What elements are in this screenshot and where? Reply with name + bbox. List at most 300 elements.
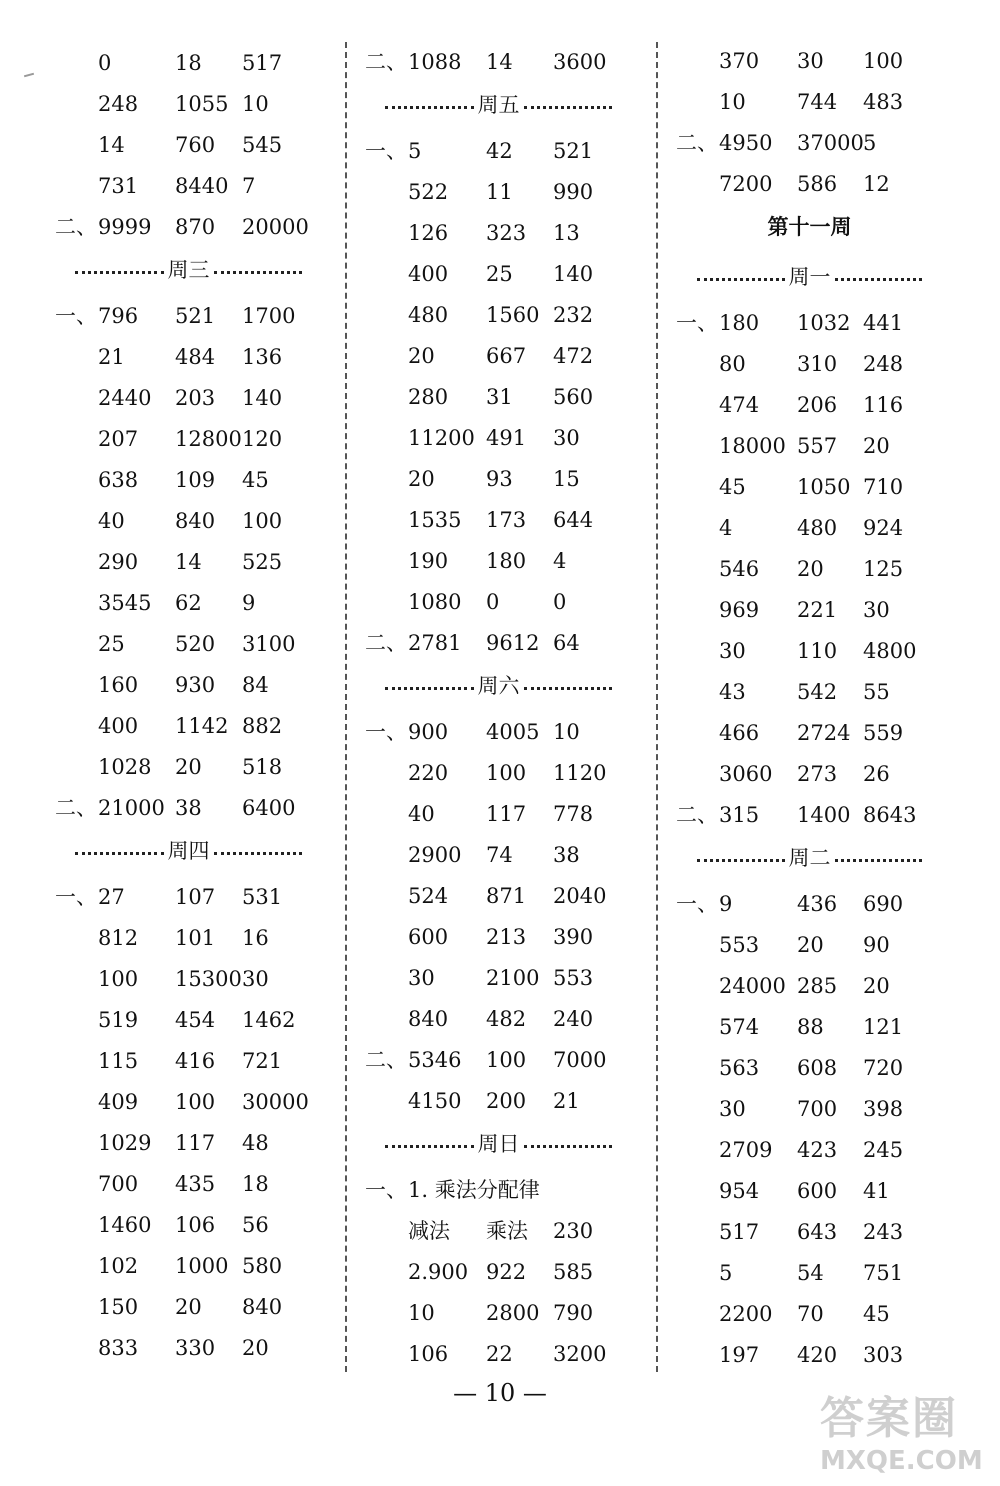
answer-value: 1029 (98, 1131, 152, 1155)
answer-value: 2800 (486, 1301, 540, 1325)
answer-value: 93 (486, 467, 513, 491)
answer-row (0, 128, 1000, 158)
answer-value: 435 (175, 1172, 216, 1196)
column-divider-2 (656, 42, 658, 1372)
answer-value: 0 (98, 51, 112, 75)
answer-value: 545 (242, 133, 283, 157)
answer-value: 303 (863, 1343, 904, 1367)
answer-value: 18 (242, 1172, 269, 1196)
answer-value: 140 (242, 386, 283, 410)
answer-value: 121 (863, 1015, 904, 1039)
answer-value: 721 (242, 1049, 283, 1073)
dotted-rule (835, 278, 923, 281)
answer-row (0, 1053, 1000, 1083)
answer-value: 990 (553, 180, 594, 204)
day-label: 周五 (477, 93, 520, 117)
answer-value: 200 (486, 1089, 527, 1113)
answer-value: 126 (408, 221, 449, 245)
answer-value: 871 (486, 884, 527, 908)
watermark-logo (820, 1394, 983, 1476)
answer-value: 370 (719, 49, 760, 73)
answer-value: 1120 (553, 761, 607, 785)
answer-value: 870 (175, 215, 216, 239)
answer-row (0, 46, 1000, 76)
answer-row (0, 1217, 1000, 1247)
answer-value: 45 (863, 1302, 890, 1326)
answer-row (0, 1094, 1000, 1124)
question-number: 二、 (676, 803, 718, 827)
answer-value: 638 (98, 468, 139, 492)
answer-value: 220 (408, 761, 449, 785)
answer-value: 608 (797, 1056, 838, 1080)
answer-value: 1000 (175, 1254, 229, 1278)
answer-value: 107 (175, 885, 216, 909)
answer-value: 400 (408, 262, 449, 286)
answer-row (0, 1012, 1000, 1042)
answer-value: 710 (863, 475, 904, 499)
answer-value: 400 (98, 714, 139, 738)
answer-value: 20 (408, 467, 435, 491)
answer-value: 273 (797, 762, 838, 786)
day-label: 周六 (477, 674, 520, 698)
answer-value: 644 (553, 508, 594, 532)
answer-value: 586 (797, 172, 838, 196)
question-number: 一、 (55, 885, 97, 909)
answer-value: 3545 (98, 591, 152, 615)
answer-value: 20 (175, 755, 202, 779)
answer-value: 207 (98, 427, 139, 451)
answer-value: 1460 (98, 1213, 152, 1237)
answer-value: 55 (863, 680, 890, 704)
answer-value: 125 (863, 557, 904, 581)
dotted-rule (697, 278, 785, 281)
answer-value: 2724 (797, 721, 851, 745)
answer-value: 15300 (175, 967, 242, 991)
answer-value: 9 (242, 591, 256, 615)
answer-value: 100 (175, 1090, 216, 1114)
question-number: 一、 (365, 720, 407, 744)
answer-value: 521 (175, 304, 216, 328)
answer-value: 731 (98, 174, 139, 198)
answer-value: 700 (797, 1097, 838, 1121)
answer-value: 420 (797, 1343, 838, 1367)
week-heading: 第十一周 (767, 214, 852, 239)
answer-value: 14 (486, 50, 513, 74)
answer-value: 521 (553, 139, 594, 163)
answer-value: 643 (797, 1220, 838, 1244)
answer-row (0, 308, 1000, 338)
answer-value: 116 (863, 393, 904, 417)
answer-value: 553 (553, 966, 594, 990)
answer-value: 173 (486, 508, 527, 532)
answer-value: 180 (719, 311, 760, 335)
answer-value: 100 (242, 509, 283, 533)
answer-value: 2040 (553, 884, 607, 908)
answer-value: 600 (408, 925, 449, 949)
answer-value: 1462 (242, 1008, 296, 1032)
answer-value: 12800 (175, 427, 242, 451)
answer-value: 30 (408, 966, 435, 990)
answer-value: 398 (863, 1097, 904, 1121)
answer-value: 517 (242, 51, 283, 75)
answer-row (0, 800, 1000, 830)
answer-value: 519 (98, 1008, 139, 1032)
answer-value: 40 (98, 509, 125, 533)
answer-value: 14 (175, 550, 202, 574)
answer-value: 18 (175, 51, 202, 75)
answer-value: 42 (486, 139, 513, 163)
answer-value: 480 (408, 303, 449, 327)
answer-value: 580 (242, 1254, 283, 1278)
answer-value: 2781 (408, 631, 462, 655)
answer-value: 690 (863, 892, 904, 916)
answer-value: 30 (242, 967, 269, 991)
answer-value: 160 (98, 673, 139, 697)
day-label: 周二 (788, 846, 831, 870)
answer-value: 840 (242, 1295, 283, 1319)
answer-value: 11200 (408, 426, 475, 450)
answer-value: 1032 (797, 311, 851, 335)
answer-value: 744 (797, 90, 838, 114)
answer-value: 531 (242, 885, 283, 909)
answer-value: 21000 (98, 796, 165, 820)
answer-value: 26 (863, 762, 890, 786)
answer-value: 954 (719, 1179, 760, 1203)
answer-value: 20 (797, 933, 824, 957)
answer-value: 1080 (408, 590, 462, 614)
answer-value: 416 (175, 1049, 216, 1073)
answer-row (0, 718, 1000, 748)
answer-row (0, 1176, 1000, 1206)
answer-value: 1. 乘法分配律 (408, 1178, 540, 1202)
answer-row (0, 1135, 1000, 1165)
answer-value: 30000 (242, 1090, 309, 1114)
answer-value: 9 (719, 892, 733, 916)
answer-value: 5 (719, 1261, 733, 1285)
day-label: 周三 (167, 258, 210, 282)
answer-value: 10 (242, 92, 269, 116)
answer-value: 30 (719, 1097, 746, 1121)
answer-value: 491 (486, 426, 527, 450)
answer-value: 20000 (242, 215, 309, 239)
answer-row (0, 636, 1000, 666)
answer-value: 3060 (719, 762, 773, 786)
page-number: — 10 — (453, 1379, 547, 1407)
answer-value: 2900 (408, 843, 462, 867)
answer-value: 1050 (797, 475, 851, 499)
answer-value: 557 (797, 434, 838, 458)
answer-value: 180 (486, 549, 527, 573)
answer-value: 5 (408, 139, 422, 163)
answer-value: 4800 (863, 639, 917, 663)
answer-value: 22 (486, 1342, 513, 1366)
answer-row (0, 1258, 1000, 1288)
answer-value: 315 (719, 803, 760, 827)
answer-value: 43 (719, 680, 746, 704)
answer-value: 930 (175, 673, 216, 697)
answer-value: 882 (242, 714, 283, 738)
answer-value: 7000 (553, 1048, 607, 1072)
answer-value: 751 (863, 1261, 904, 1285)
answer-value: 778 (553, 802, 594, 826)
answer-value: 1088 (408, 50, 462, 74)
question-number: 一、 (365, 139, 407, 163)
answer-value: 833 (98, 1336, 139, 1360)
answer-value: 574 (719, 1015, 760, 1039)
answer-value: 812 (98, 926, 139, 950)
dotted-rule (835, 859, 923, 862)
day-label: 周四 (167, 839, 210, 863)
answer-value: 546 (719, 557, 760, 581)
answer-row (0, 349, 1000, 379)
question-number: 一、 (676, 311, 718, 335)
answer-value: 117 (486, 802, 527, 826)
day-label: 周日 (477, 1132, 520, 1156)
answer-value: 10 (408, 1301, 435, 1325)
answer-value: 969 (719, 598, 760, 622)
answer-value: 924 (863, 516, 904, 540)
answer-value: 120 (242, 427, 283, 451)
answer-value: 922 (486, 1260, 527, 1284)
answer-row (0, 554, 1000, 584)
answer-value: 1560 (486, 303, 540, 327)
answer-value: 减法 (408, 1219, 450, 1243)
answer-value: 20 (863, 434, 890, 458)
answer-value: 70 (797, 1302, 824, 1326)
answer-value: 0 (553, 590, 567, 614)
answer-value: 310 (797, 352, 838, 376)
answer-value: 7 (242, 174, 256, 198)
answer-value: 9999 (98, 215, 152, 239)
answer-value: 2709 (719, 1138, 773, 1162)
answer-value: 542 (797, 680, 838, 704)
answer-value: 245 (863, 1138, 904, 1162)
answer-value: 3600 (553, 50, 607, 74)
answer-value: 600 (797, 1179, 838, 1203)
answer-value: 140 (553, 262, 594, 286)
answer-value: 900 (408, 720, 449, 744)
answer-value: 474 (719, 393, 760, 417)
answer-value: 16 (242, 926, 269, 950)
answer-value: 1142 (175, 714, 229, 738)
answer-value: 100 (98, 967, 139, 991)
answer-value: 14 (98, 133, 125, 157)
answer-value: 5 (863, 131, 877, 155)
answer-value: 1700 (242, 304, 296, 328)
answer-value: 18000 (719, 434, 786, 458)
answer-value: 27 (98, 885, 125, 909)
answer-value: 197 (719, 1343, 760, 1367)
answer-value: 221 (797, 598, 838, 622)
answer-value: 38 (175, 796, 202, 820)
answer-value: 190 (408, 549, 449, 573)
answer-value: 2440 (98, 386, 152, 410)
answer-value: 483 (863, 90, 904, 114)
answer-row (0, 390, 1000, 420)
answer-row (0, 1340, 1000, 1370)
answer-value: 64 (553, 631, 580, 655)
answer-value: 4005 (486, 720, 540, 744)
day-section-header (697, 262, 922, 292)
answer-value: 796 (98, 304, 139, 328)
answer-value: 20 (408, 344, 435, 368)
answer-row (0, 431, 1000, 461)
answer-value: 90 (863, 933, 890, 957)
answer-value: 585 (553, 1260, 594, 1284)
answer-value: 520 (175, 632, 216, 656)
answer-row (0, 1299, 1000, 1329)
answer-value: 20 (797, 557, 824, 581)
answer-value: 390 (553, 925, 594, 949)
answer-value: 150 (98, 1295, 139, 1319)
answer-value: 41 (863, 1179, 890, 1203)
answer-value: 213 (486, 925, 527, 949)
answer-value: 30 (863, 598, 890, 622)
answer-value: 30 (719, 639, 746, 663)
answer-row (0, 759, 1000, 789)
answer-value: 80 (719, 352, 746, 376)
answer-value: 482 (486, 1007, 527, 1031)
answer-row (0, 513, 1000, 543)
answer-value: 553 (719, 933, 760, 957)
answer-value: 21 (98, 345, 125, 369)
answer-value: 48 (242, 1131, 269, 1155)
answer-value: 760 (175, 133, 216, 157)
answer-value: 20 (175, 1295, 202, 1319)
answer-value: 117 (175, 1131, 216, 1155)
answer-value: 15 (553, 467, 580, 491)
answer-value: 45 (242, 468, 269, 492)
answer-value: 563 (719, 1056, 760, 1080)
watermark-chinese: 答案圈 (820, 1393, 958, 1444)
answer-value: 559 (863, 721, 904, 745)
question-number: 二、 (365, 1048, 407, 1072)
answer-value: 436 (797, 892, 838, 916)
answer-value: 5346 (408, 1048, 462, 1072)
answer-value: 25 (98, 632, 125, 656)
answer-value: 9612 (486, 631, 540, 655)
answer-row (0, 595, 1000, 625)
answer-value: 88 (797, 1015, 824, 1039)
answer-value: 20 (863, 974, 890, 998)
answer-value: 13 (553, 221, 580, 245)
answer-row (0, 930, 1000, 960)
answer-value: 790 (553, 1301, 594, 1325)
answer-value: 100 (486, 1048, 527, 1072)
answer-value: 285 (797, 974, 838, 998)
answer-value: 4950 (719, 131, 773, 155)
answer-value: 21 (553, 1089, 580, 1113)
answer-value: 840 (175, 509, 216, 533)
answer-value: 290 (98, 550, 139, 574)
question-number: 一、 (55, 304, 97, 328)
answer-value: 40 (408, 802, 435, 826)
answer-value: 230 (553, 1219, 594, 1243)
answer-value: 110 (797, 639, 838, 663)
answer-value: 乘法 (486, 1219, 528, 1243)
answer-value: 106 (408, 1342, 449, 1366)
answer-value: 472 (553, 344, 594, 368)
answer-value: 330 (175, 1336, 216, 1360)
question-number: 二、 (365, 50, 407, 74)
answer-value: 323 (486, 221, 527, 245)
answer-value: 102 (98, 1254, 139, 1278)
answer-value: 280 (408, 385, 449, 409)
question-number: 二、 (676, 131, 718, 155)
answer-value: 840 (408, 1007, 449, 1031)
answer-value: 62 (175, 591, 202, 615)
answer-value: 136 (242, 345, 283, 369)
answer-value: 248 (98, 92, 139, 116)
answer-value: 1028 (98, 755, 152, 779)
answer-value: 100 (486, 761, 527, 785)
answer-row (0, 677, 1000, 707)
answer-value: 1535 (408, 508, 462, 532)
answer-value: 3100 (242, 632, 296, 656)
answer-value: 8440 (175, 174, 229, 198)
answer-value: 30 (797, 49, 824, 73)
answer-value: 4 (553, 549, 567, 573)
answer-value: 700 (98, 1172, 139, 1196)
answer-value: 517 (719, 1220, 760, 1244)
answer-value: 101 (175, 926, 216, 950)
answer-value: 31 (486, 385, 513, 409)
answer-value: 56 (242, 1213, 269, 1237)
question-number: 二、 (365, 631, 407, 655)
answer-value: 12 (863, 172, 890, 196)
answer-row (0, 889, 1000, 919)
answer-value: 524 (408, 884, 449, 908)
answer-value: 115 (98, 1049, 139, 1073)
answer-value: 441 (863, 311, 904, 335)
answer-value: 74 (486, 843, 513, 867)
answer-value: 480 (797, 516, 838, 540)
answer-value: 560 (553, 385, 594, 409)
question-number: 二、 (55, 215, 97, 239)
answer-value: 100 (863, 49, 904, 73)
dotted-rule (697, 859, 785, 862)
answer-value: 232 (553, 303, 594, 327)
answer-value: 2100 (486, 966, 540, 990)
answer-value: 30 (553, 426, 580, 450)
question-number: 一、 (676, 892, 718, 916)
answer-value: 2.900 (408, 1260, 469, 1284)
answer-value: 525 (242, 550, 283, 574)
answer-value: 6400 (242, 796, 296, 820)
answer-row (0, 169, 1000, 199)
answer-value: 484 (175, 345, 216, 369)
answer-value: 203 (175, 386, 216, 410)
day-section-header (697, 843, 922, 873)
answer-value: 3200 (553, 1342, 607, 1366)
answer-value: 38 (553, 843, 580, 867)
day-label: 周一 (788, 265, 831, 289)
answer-value: 248 (863, 352, 904, 376)
answer-value: 720 (863, 1056, 904, 1080)
answer-value: 106 (175, 1213, 216, 1237)
answer-value: 4 (719, 516, 733, 540)
answer-value: 240 (553, 1007, 594, 1031)
answer-value: 109 (175, 468, 216, 492)
answer-value: 24000 (719, 974, 786, 998)
question-number: 一、 (365, 1178, 407, 1202)
answer-value: 25 (486, 262, 513, 286)
watermark-latin: MXQE.COM (820, 1446, 983, 1476)
answer-value: 423 (797, 1138, 838, 1162)
answer-value: 1055 (175, 92, 229, 116)
answer-value: 518 (242, 755, 283, 779)
question-number: 二、 (55, 796, 97, 820)
